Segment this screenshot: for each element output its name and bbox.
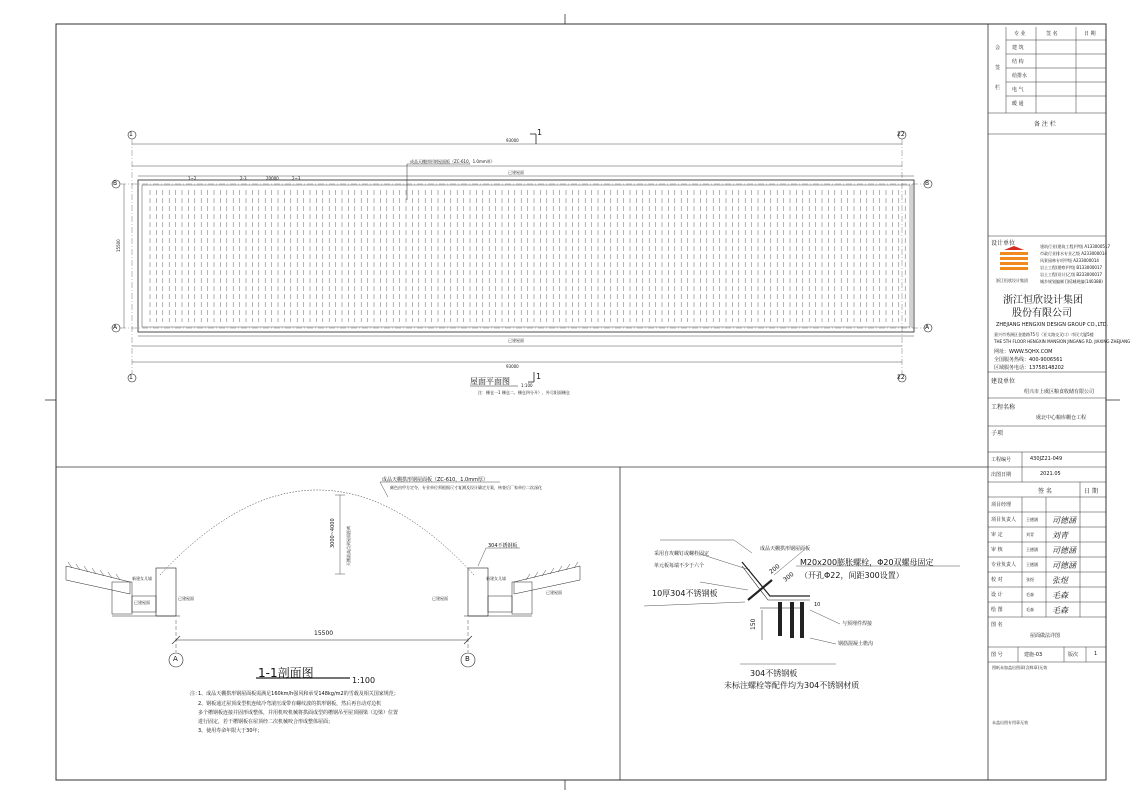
drawing-no: 建施-03: [1024, 652, 1043, 658]
section-leader-main: 成品天棚拱形钢屋面板（ZC-610，1.0mm厚）: [382, 477, 488, 483]
sign-header-name: 签 名: [1046, 31, 1058, 37]
cert-4: 岩土工程(勘察)甲级 B133000017: [1040, 265, 1103, 270]
staff-role: 项目负责人: [991, 517, 1017, 523]
section-parapet-right: 已建屋面: [432, 596, 448, 601]
plan-leader-note: 成品天棚拱形钢屋面板（ZC-610，1.0mm厚）: [410, 159, 495, 164]
drawing-name: 屋面做法详图: [1030, 633, 1061, 639]
detail-dim-10: 10: [814, 602, 821, 608]
sign-side-2: 签: [995, 65, 1001, 71]
footer-note-2: 未盖出图专用章无效: [992, 720, 1028, 725]
version-value: 1: [1094, 651, 1098, 657]
staff-role: 专业负责人: [991, 562, 1017, 568]
sign-header-discipline: 专 业: [1014, 31, 1026, 37]
sign-row-arch: 建 筑: [1012, 45, 1024, 51]
section-rise-note: 天棚最高点到屋面距离: [346, 526, 351, 566]
company-address-en: THE 5TH FLOOR HENGXIN MANSION JINGANG RD. JIAXING ZHEJIANG: [994, 339, 1131, 344]
section-scale: 1:100: [352, 676, 376, 685]
company-service: 区域服务电话：13758148202: [994, 365, 1064, 371]
staff-role: 审 定: [991, 532, 1003, 538]
cert-3: 风景园林专项甲级 A233000014: [1040, 258, 1099, 263]
plan-dim-total-top: 93000: [506, 138, 519, 143]
drawing-name-label: 图 名: [991, 622, 1003, 628]
staff-signature: 司德涵: [1052, 561, 1076, 570]
section-span: 15500: [314, 630, 334, 637]
section-rise: 3000~4000: [330, 518, 336, 548]
company-address-cn: 嘉兴市秀洲区金港路75号（亚太路交叉口）市民大厦5楼: [994, 332, 1094, 337]
company-name-cn-1: 浙江恒欣设计集团: [1003, 295, 1083, 306]
detail-label-c: 单元板每端不少于六个: [654, 563, 705, 569]
detail-label-a: 成品天棚拱形钢屋面板: [760, 546, 811, 552]
sign-row-elec: 电 气: [1012, 87, 1024, 93]
staff-name: 王德涵: [1026, 517, 1038, 522]
staff-role: 设 计: [991, 592, 1003, 598]
staff-header-date: 日 期: [1084, 488, 1098, 495]
plan-dim-height: 15500: [116, 239, 121, 252]
sign-side-3: 栏: [995, 85, 1001, 91]
detail-dim-150: 150: [750, 618, 757, 630]
staff-name: 毛森: [1026, 592, 1034, 597]
plan-grid-mark-2: 2-3: [240, 176, 247, 181]
footer-note-1: 图纸未加盖出图章(含鲜章)无效: [992, 665, 1048, 670]
cert-2: 市政行业排水专业乙级 A233000014: [1040, 251, 1107, 256]
staff-role: 审 核: [991, 547, 1003, 553]
plan-existing-roof-bottom: 已建屋面: [508, 338, 524, 343]
project-no-label: 工程编号: [991, 457, 1012, 463]
staff-header-sign: 签 名: [1038, 488, 1052, 495]
item-label: 子项: [991, 430, 1004, 437]
section-notes-title: 注：: [190, 691, 201, 697]
staff-name: 刘青: [1026, 532, 1034, 537]
section-note-1: 1、成品天棚拱形钢屋面板需满足160km/h强风和承受148kg/m2的雪载及相关国家规范；: [198, 691, 399, 697]
staff-name: 王德涵: [1026, 562, 1038, 567]
version-label: 版次: [1068, 652, 1079, 658]
section-existing-left: 已建屋面: [134, 600, 150, 605]
logo-caption: 浙江恒欣设计集团: [996, 278, 1028, 283]
plan-grid-mark-3: 20000: [266, 176, 279, 181]
client-label: 建设单位: [991, 378, 1016, 385]
cert-6: 城乡规划编制 [浙]城规编(140388): [1040, 279, 1103, 284]
drawing-no-label: 图 号: [991, 652, 1003, 658]
sign-side-1: 会: [995, 45, 1001, 51]
section-note-2: 2、钢板通过屋顶成型机连续冷弯滚压成带有螺纹波的拱形钢板，然后再自动对边机: [198, 701, 382, 707]
arch-profile: [160, 490, 474, 575]
section-axis-b-label: B: [465, 655, 470, 663]
date-label: 出图日期: [991, 472, 1012, 478]
detail-label-b: 采用自攻螺钉或螺栓固定: [654, 551, 710, 557]
section-leader-sub: 颜色由甲方定夺，专业单位须根据尺寸复测及设计确定方案，核查后厂家单位二次深化: [390, 485, 542, 490]
company-logo: [1000, 246, 1028, 270]
project-name: 虞北中心粮库棚仓工程: [1036, 415, 1087, 421]
section-note-4: 进行固定，若干槽钢板在屋顶经二次机械咬合形成整体屋面；: [198, 719, 334, 725]
date-value: 2021.05: [1040, 471, 1061, 477]
axis-label-a-right: A: [925, 324, 930, 331]
staff-name: 毛森: [1026, 607, 1034, 612]
section-note-5: 3、使用寿命年限大于30年；: [198, 728, 263, 734]
staff-signature: 司德涵: [1052, 546, 1076, 555]
axis-label-22-bottom: 22: [897, 374, 905, 381]
detail-label-d: M20x200膨胀螺栓，Φ20双螺母固定: [800, 558, 934, 567]
outer-frame: [56, 24, 1109, 780]
staff-signature: 司德涵: [1052, 516, 1076, 525]
company-name-cn-2: 股份有限公司: [1012, 308, 1072, 319]
staff-name: 张煜: [1026, 577, 1034, 582]
sign-row-hvac: 暖 通: [1012, 101, 1024, 107]
staff-signature: 毛森: [1052, 606, 1068, 615]
company-hotline: 全国服务热线：400-9006561: [994, 357, 1063, 363]
company-website: 网址：WWW.5QHX.COM: [994, 349, 1053, 355]
design-unit-label: 设计单位: [991, 240, 1016, 247]
plan-grid-mark-1: 1~2: [188, 176, 197, 181]
plan-existing-roof-top: 已建屋面: [508, 170, 524, 175]
project-no: 430JZ21-049: [1030, 456, 1063, 462]
detail-label-f: 10厚304不锈钢板: [652, 589, 718, 598]
sign-row-plumb: 给排水: [1012, 73, 1028, 79]
staff-role: 绘 图: [991, 607, 1003, 613]
plan-title: 屋面平面图: [470, 377, 510, 386]
axis-label-1-top: 1: [129, 131, 133, 138]
section-axis-a-label: A: [173, 655, 178, 663]
plan-dim-total-bottom: 93000: [506, 364, 519, 369]
detail-label-e: （开孔Φ22，间距300设置）: [800, 571, 904, 580]
client-name: 绍兴市上虞区粮食收储有限公司: [1024, 389, 1095, 395]
section-marker-top: 1: [537, 128, 543, 137]
axis-label-b-right: B: [925, 180, 930, 187]
company-name-en: ZHEJIANG HENGXIN DESIGN GROUP CO.,LTD.: [996, 322, 1109, 328]
section-note-3: 多个槽钢板连接并固形成整体，并用机咬机械将拱面成型的槽钢吊至屋顶圈梁（边梁）位置: [198, 710, 399, 716]
section-existing-right: 已建屋面: [546, 590, 562, 595]
section-steel-plate: 304不锈钢板: [488, 543, 518, 549]
project-label: 工程名称: [991, 404, 1016, 411]
axis-label-a-left: A: [113, 324, 118, 331]
detail-dim-200: 200: [768, 562, 782, 576]
staff-signature: 刘青: [1052, 531, 1068, 540]
section-marker-bottom: 1: [536, 372, 542, 381]
staff-role: 项目经理: [991, 502, 1012, 508]
section-left-wall: 新建女儿墙: [132, 576, 152, 581]
left-roof-slope: [66, 566, 130, 594]
remarks-label: 备 注 栏: [1034, 121, 1056, 128]
staff-name: 王德涵: [1026, 547, 1038, 552]
cert-5: 岩土工程(设计)乙级 B233000017: [1040, 272, 1103, 277]
section-title: 1-1剖面图: [258, 666, 314, 680]
staff-role: 校 对: [991, 577, 1003, 583]
detail-bottom-title: 304不锈钢板: [750, 669, 798, 678]
plan-scale: 1:100: [521, 383, 533, 388]
staff-signature: 张煜: [1052, 576, 1068, 585]
plan-note: 注：栅仓一1 栅仓二、栅仓四分开），外尽阳面栅仓: [478, 390, 570, 395]
axis-label-22-top: 22: [897, 131, 905, 138]
axis-label-b-left: B: [113, 180, 118, 187]
sign-header-date: 日 期: [1084, 31, 1096, 37]
detail-bottom-note: 未标注螺栓等配件均为304不锈钢材质: [724, 681, 860, 690]
cert-1: 建筑行业(建筑工程)甲级 A133000517: [1040, 244, 1111, 249]
staff-signature: 毛森: [1052, 591, 1068, 600]
sign-row-struct: 结 构: [1012, 59, 1024, 65]
section-parapet-left: 已建屋面: [178, 596, 194, 601]
detail-label-g: 与预埋件焊接: [842, 621, 873, 627]
detail-label-h: 钢筋混凝土檐沟: [838, 641, 874, 647]
axis-label-1-bottom: 1: [129, 374, 133, 381]
section-right-wall: 新建女儿墙: [486, 576, 506, 581]
detail-dim-300: 300: [782, 570, 796, 584]
plan-grid-mark-4: 2~3: [292, 176, 301, 181]
